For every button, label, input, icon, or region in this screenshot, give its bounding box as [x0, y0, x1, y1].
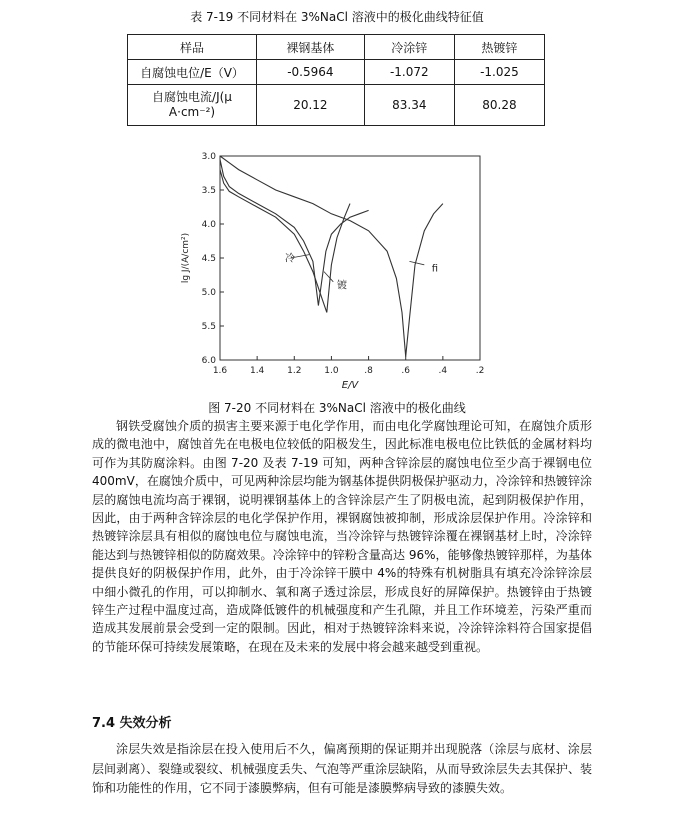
table-cell: -1.072	[364, 60, 454, 85]
y-tick-label: 4.5	[201, 254, 216, 264]
polarization-table	[127, 34, 545, 126]
annotation-label: 冷	[285, 253, 295, 265]
x-tick-label: .8	[364, 366, 373, 376]
table-row	[128, 85, 545, 126]
annotation-label: 镀	[337, 280, 347, 292]
x-tick-label: .6	[401, 366, 411, 376]
x-tick-label: 1.2	[287, 366, 302, 376]
table-header-cell: 样品	[128, 35, 257, 60]
table-header-row	[128, 35, 545, 60]
y-tick-label: 3.0	[201, 152, 216, 162]
table-cell: 自腐蚀电位/E（V）	[128, 60, 257, 85]
curve-line-2	[220, 170, 350, 313]
x-tick-label: .2	[475, 366, 485, 376]
y-tick-label: 5.5	[201, 322, 216, 332]
y-tick-label: 6.0	[201, 356, 216, 366]
figure-caption: 图 7-20 不同材料在 3%NaCl 溶液中的极化曲线	[208, 401, 466, 415]
chart-curves	[220, 156, 443, 357]
body-paragraph: 涂层失效是指涂层在投入使用后不久，偏离预期的保证期并出现脱落（涂层与底材、涂层层间剥离）、裂缝或裂纹、机械强度丢失、气泡等严重涂层缺陷，从而导致涂层失去其保护、装饰和功能性的作用，它不同于漆膜弊病，但有可能是漆膜弊病导致的漆膜失效。	[92, 742, 592, 795]
y-tick-label: 3.5	[201, 186, 216, 196]
table-header-cell: 冷涂锌	[364, 35, 454, 60]
x-tick-label: .4	[438, 366, 448, 376]
annotation-leader	[409, 261, 424, 264]
curve-line-3	[220, 156, 443, 357]
x-tick-label: 1.4	[249, 366, 265, 376]
table-cell: 自腐蚀电流/J(μ A·cm⁻²)	[128, 85, 257, 126]
table-cell: -0.5964	[257, 60, 365, 85]
section-heading: 7.4 失效分析	[92, 716, 172, 731]
table-row	[128, 60, 545, 85]
table-cell: -1.025	[454, 60, 544, 85]
table-cell: 83.34	[364, 85, 454, 126]
plot-frame	[220, 156, 480, 360]
body-paragraph: 钢铁受腐蚀介质的损害主要来源于电化学作用，而由电化学腐蚀理论可知，在腐蚀介质形成的微电池中，腐蚀首先在电极电位较低的阳极发生，因此标准电极电位比铁低的金属材料均可作为其防腐涂料。由图 7-20 及表 7-19 可知，两种含锌涂层的腐蚀电位至少高于裸钢电位 400mV，在腐蚀介质中，可见两种涂层均能为钢基体提供阴极保护驱动力，冷涂锌和热镀锌涂层的腐蚀电流均高于裸钢，说明裸钢基体上的含锌涂层产生了阴极电流，起到阴极保护作用，因此，由于两种含锌涂层的电化学保护作用，裸钢腐蚀被抑制，形成涂层保护作用。冷涂锌和热镀锌涂层具有相似的腐蚀电位与腐蚀电流，当冷涂锌与热镀锌涂覆在裸钢基材上时，冷涂锌能达到与热镀锌相似的防腐效果。冷涂锌中的锌粉含量高达 96%，能够像热镀锌那样，为基体提供良好的阴极保护作用，此外，由于冷涂锌干膜中 4%的特殊有机树脂具有填充冷涂锌涂层中细小微孔的作用，可以抑制水、氧和离子透过涂层，形成良好的屏障保护。热镀锌由于热镀锌生产过程中温度过高，造成降低镀件的机械强度和产生孔隙，并且工作环境差，污染严重而造成其发展前景会受到一定的限制。因此，相对于热镀锌涂料来说，冷涂锌涂料符合国家提倡的节能环保可持续发展策略，在现在及未来的发展中将会越来越受到重视。	[92, 419, 592, 654]
polarization-chart	[178, 144, 488, 396]
chart-axes	[220, 156, 480, 360]
table-header-cell: 热镀锌	[454, 35, 544, 60]
x-tick-label: 1.0	[324, 366, 339, 376]
x-axis-label: E/V	[341, 380, 359, 391]
y-tick-label: 4.0	[201, 220, 216, 230]
y-tick-label: 5.0	[201, 288, 216, 298]
table-cell: 20.12	[257, 85, 365, 126]
y-axis-label: lg J/(A/cm²)	[181, 232, 191, 284]
annotation-leader	[324, 272, 333, 282]
table-title: 表 7-19 不同材料在 3%NaCl 溶液中的极化曲线特征值	[190, 10, 484, 24]
x-tick-label: 1.6	[212, 366, 228, 376]
table-cell: 80.28	[454, 85, 544, 126]
table-header-cell: 裸钢基体	[257, 35, 365, 60]
annotation-label: fi	[431, 263, 439, 275]
